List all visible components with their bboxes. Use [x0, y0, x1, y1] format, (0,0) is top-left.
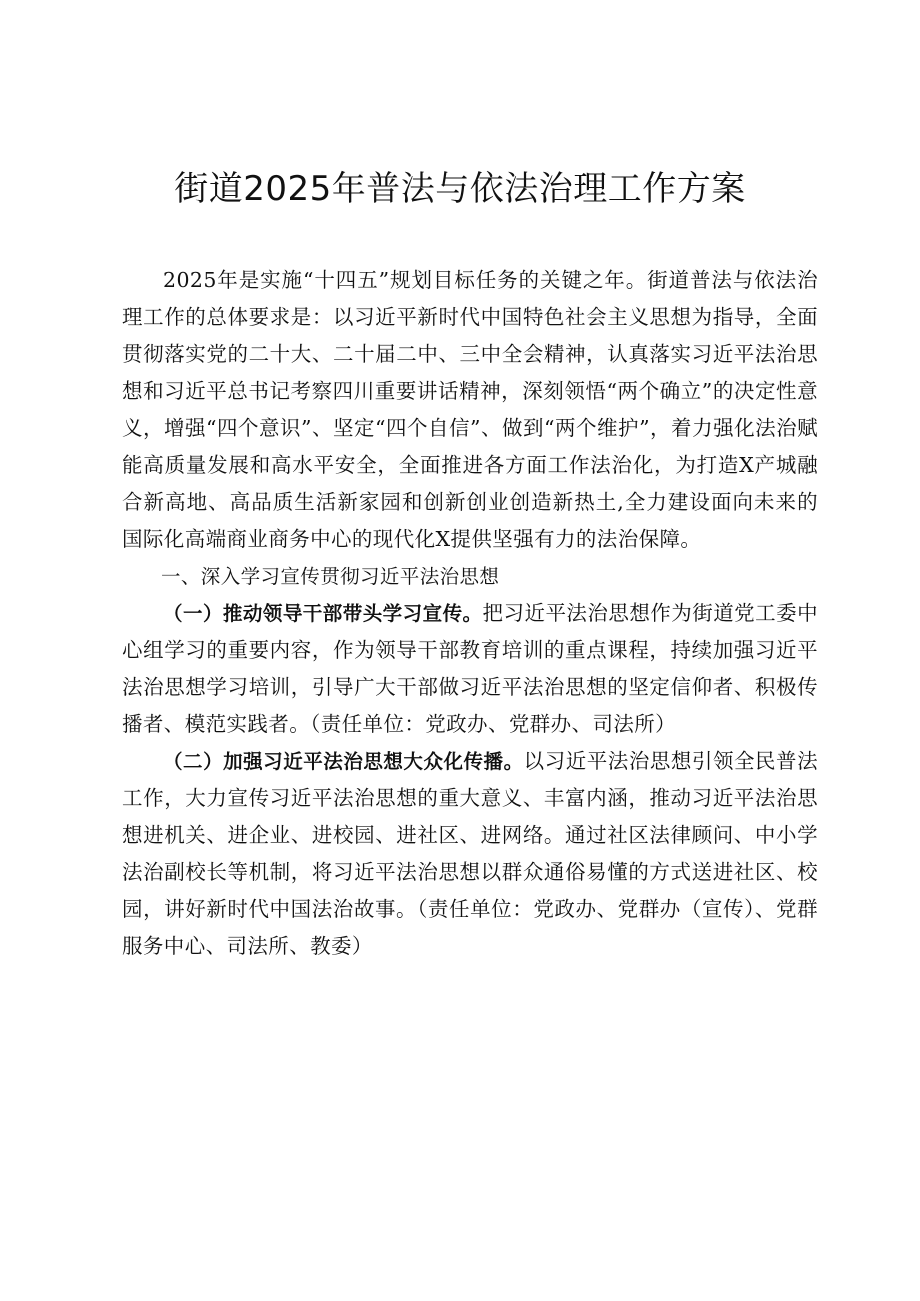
item-1-text: 把习近平法治思想作为街道党工委中心组学习的重要内容，作为领导干部教育培训的重点课程，持续加强习近平法治思想学习培训，引导广大干部做习近平法治思想的坚定信仰者、积极传播者、模范实践者。（责任单位：党政办、党群办、司法所）: [122, 601, 818, 736]
intro-paragraph: 2025年是实施“十四五”规划目标任务的关键之年。街道普法与依法治理工作的总体要求是：以习近平新时代中国特色社会主义思想为指导，全面贯彻落实党的二十大、二十届二中、三中全会精神，认真落实习近平法治思想和习近平总书记考察四川重要讲话精神，深刻领悟“两个确立”的决定性意义，增强“四个意识”、坚定“四个自信”、做到“两个维护”，着力强化法治赋能高质量发展和高水平安全，全面推进各方面工作法治化，为打造X产城融合新高地、高品质生活新家园和创新创业创造新热土,全力建设面向未来的国际化高端商业商务中心的现代化X提供坚强有力的法治保障。: [122, 268, 818, 551]
section-item-2: [122, 743, 818, 965]
item-2-text: 以习近平法治思想引领全民普法工作，大力宣传习近平法治思想的重大意义、丰富内涵，推动习近平法治思想进机关、进企业、进校园、进社区、进网络。通过社区法律顾问、中小学法治副校长等机制，将习近平法治思想以群众通俗易懂的方式送进社区、校园，讲好新时代中国法治故事。（责任单位：党政办、党群办（宣传）、党群服务中心、司法所、教委）: [122, 749, 818, 958]
section-item-1: [122, 595, 818, 743]
document-body: [122, 262, 818, 965]
item-1-title: （一）推动领导干部带头学习宣传。: [163, 602, 483, 625]
item-2-title: （二）加强习近平法治思想大众化传播。: [163, 750, 524, 773]
document-title: 街道2025年普法与依法治理工作方案: [174, 169, 746, 209]
section-heading: 一、深入学习宣传贯彻习近平法治思想: [161, 565, 500, 588]
